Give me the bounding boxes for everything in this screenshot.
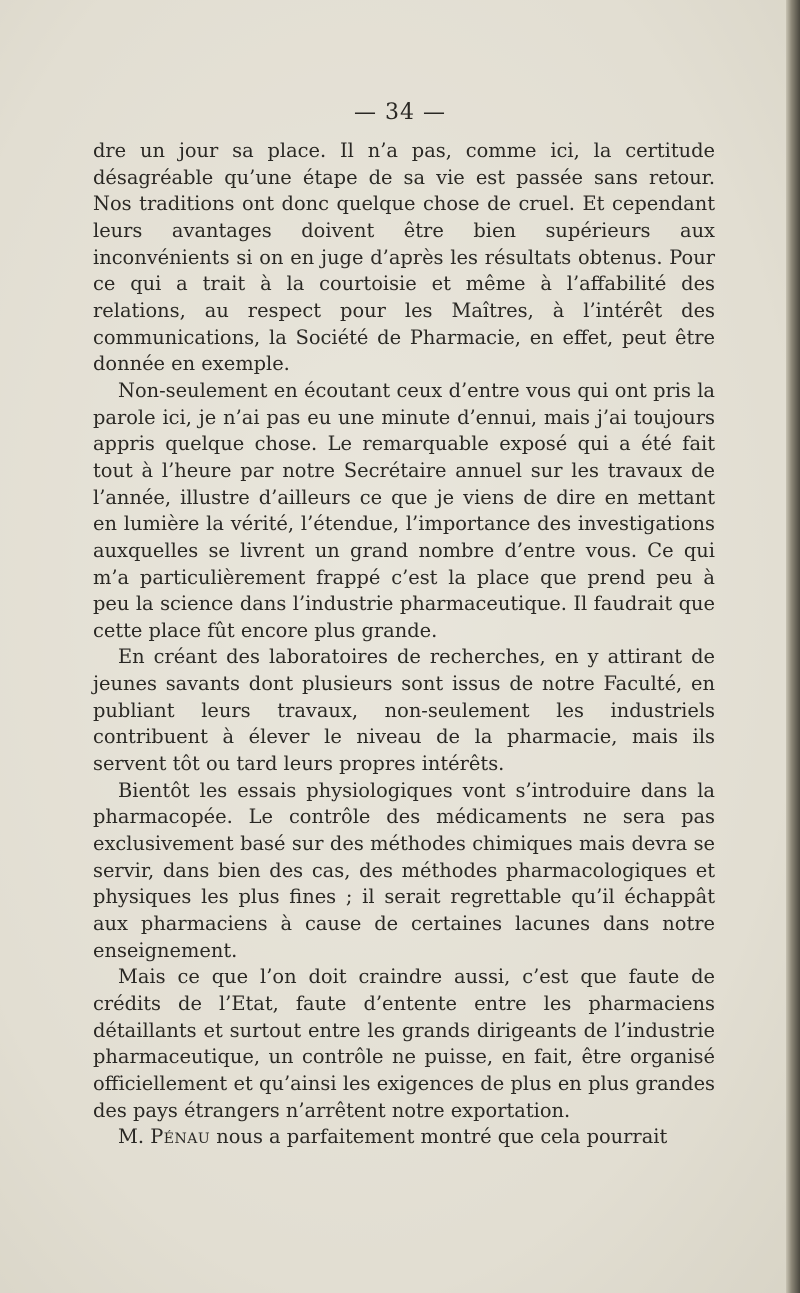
- paragraph-1: dre un jour sa place. Il n’a pas, comme ici, la certitude désagréable qu’une étape de sa vie est passée sans retour. Nos traditions ont donc quelque chose de cruel. Et cependant leurs avantages doivent être bien supérieurs aux inconvénients si on en juge d’après les résultats obtenus. Pour ce qui a trait à la courtoisie et même à l’affabilité des relations, au respect pour les Maîtres, à l’intérêt des communications, la Société de Pharmacie, en effet, peut être donnée en exemple.: [93, 139, 715, 376]
- page-number: — 34 —: [354, 100, 446, 125]
- paragraph-6-prefix: M.: [118, 1125, 151, 1149]
- person-name: Pénau: [150, 1125, 211, 1149]
- body-text: [93, 138, 715, 1151]
- page-edge-shadow: [786, 0, 800, 1293]
- paragraph-3: En créant des laboratoires de recherches, en y attirant de jeunes savants dont plusieurs sont issus de notre Faculté, en publiant leurs travaux, non-seulement les industriels contribuent à élever le niveau de la pharmacie, mais ils servent tôt ou tard leurs propres intérêts.: [93, 645, 715, 776]
- paragraph-6-text: nous a parfaitement montré que cela pourrait: [210, 1125, 668, 1149]
- paragraph-5: Mais ce que l’on doit craindre aussi, c’est que faute de crédits de l’Etat, faute d’entente entre les pharmaciens détaillants et surtout entre les grands dirigeants de l’industrie pharmaceutique, un contrôle ne puisse, en fait, être organisé officiellement et qu’ainsi les exigences de plus en plus grandes des pays étrangers n’arrêtent notre exportation.: [93, 965, 715, 1122]
- paragraph-4: Bientôt les essais physiologiques vont s’introduire dans la pharmacopée. Le contrôle des médicaments ne sera pas exclusivement basé sur des méthodes chimiques mais devra se servir, dans bien des cas, des méthodes pharmacologiques et physiques les plus fines ; il serait regrettable qu’il échappât aux pharmaciens à cause de certaines lacunes dans notre enseignement.: [93, 778, 715, 962]
- paragraph-6: [93, 1124, 715, 1151]
- paragraph-2: Non-seulement en écoutant ceux d’entre vous qui ont pris la parole ici, je n’ai pas eu une minute d’ennui, mais j’ai toujours appris quelque chose. Le remarquable exposé qui a été fait tout à l’heure par notre Secrétaire annuel sur les travaux de l’année, illustre d’ailleurs ce que je viens de dire en mettant en lumière la vérité, l’étendue, l’importance des investigations auxquelles se livrent un grand nombre d’entre vous. Ce qui m’a particulièrement frappé c’est la place que prend peu à peu la science dans l’industrie pharmaceutique. Il faudrait que cette place fût encore plus grande.: [93, 378, 715, 642]
